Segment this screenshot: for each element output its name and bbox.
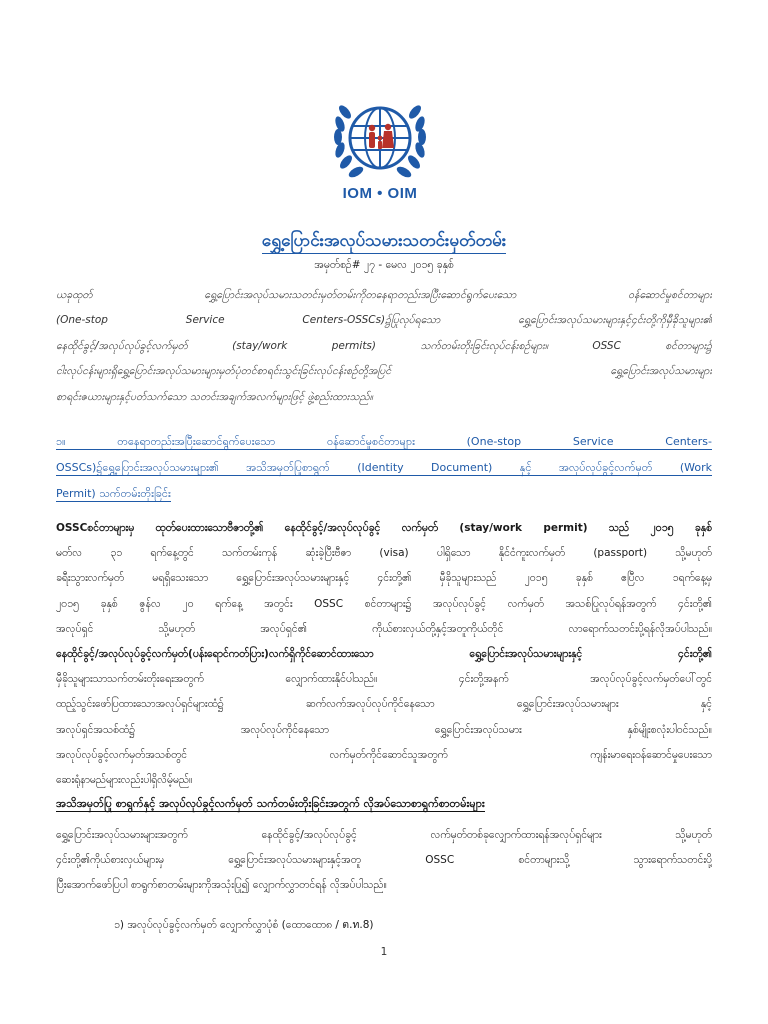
intro-line: (One-stop Service Centers-OSSCs)၌ပြုလုပ်ရသော ရွှေ့ပြောင်းအလုပ်သမားများနှင့်၄င်းတို့ကိုမှီခိုသူများ၏	[56, 314, 712, 327]
req-line: ပြီးအောက်ဖော်ပြပါ စာရွက်စာတမ်းများကိုအသုံးပြု၍ လျှောက်လွှာတင်ရန် လိုအပ်ပါသည်။	[56, 879, 387, 891]
req-line: ၄င်းတို့၏ကိုယ်စားလှယ်များမှ ရွှေ့ပြောင်းအလုပ်သမားများနှင့်အတူ OSSC စင်တာများသို့ သွားရောက်သတင်းပို့	[56, 854, 712, 866]
intro-line: ငါးလုပ်ငန်းများရှိရွှေ့ပြောင်းအလုပ်သမားများမှတ်ပုံတင်စာရင်းသွင်းခြင်းလုပ်ငန်းစဉ်တို့အပြင် ရွှေ့ပြောင်းအလုပ်သမားများ	[56, 365, 712, 378]
heading-line-text: ၁။ တနေရာတည်းအပြီးဆောင်ရွက်ပေးသော ဝန်ဆောင်မှုစင်တာများ (One-stop Service Centers-	[56, 435, 712, 448]
requirements-heading	[56, 797, 716, 813]
body-line: ဆေးရုံနာမည်များလည်းပါရှိလိမ့်မည်။	[56, 774, 193, 787]
section-1-heading	[56, 429, 712, 507]
document-title	[0, 230, 768, 255]
intro-line: နေထိုင်ခွင့်/အလုပ်လုပ်ခွင့်လက်မှတ် (stay/work permits) သက်တမ်းတိုးခြင်းလုပ်ငန်းစဉ်များ။ OSSC စင်တာများ၌	[56, 339, 712, 352]
body-line: ထည့်သွင်းဖော်ပြထားသောအလုပ်ရှင်များထံ၌ ဆက်လက်အလုပ်လုပ်ကိုင်နေသော ရွှေ့ပြောင်းအလုပ်သမားများ နှင့်	[56, 698, 712, 711]
heading-line	[56, 481, 712, 507]
heading-line	[56, 455, 712, 481]
document-title-text: ရွှေ့ပြောင်းအလုပ်သမားသတင်းမှတ်တမ်း	[262, 231, 506, 254]
iom-emblem-icon	[300, 92, 460, 184]
body-line: ခရီးသွားလက်မှတ် မရရှိသေးသော ရွှေ့ပြောင်းအလုပ်သမားများနှင့် ၄င်းတို့၏ မှီခိုသူများသည် ၂၀၁၅ ခုနှစ် ဧပြီလ ၁ရက်နေ့မှ	[56, 572, 712, 585]
requirements-paragraph	[56, 823, 712, 898]
intro-line: ယခုထုတ် ရွှေ့ပြောင်းအလုပ်သမားသတင်းမှတ်တမ်းကိုတနေရာတည်းအပြီးဆောင်ရွက်ပေးသော ဝန်ဆောင်မှုစင်တာများ	[56, 289, 712, 301]
intro-line: စာရင်းဇယားများနှင့်ပတ်သက်သော သတင်းအချက်အလက်များဖြင့် ဖွဲ့စည်းထားသည်။	[56, 390, 373, 403]
heading-line	[56, 429, 712, 455]
heading-line-text: Permit) သက်တမ်းတိုးခြင်း	[56, 487, 171, 500]
body-line: အလုပ်ရှင် သို့မဟုတ် အလုပ်ရှင်၏ ကိုယ်စားလှယ်တို့နှင့်အတူကိုယ်တိုင် လာရောက်သတင်းပို့ရန်လိုအပ်ပါသည်။	[56, 622, 712, 635]
requirement-list-item: ၁) အလုပ်လုပ်ခွင့်လက်မှတ် လျှောက်လွှာပုံစံ (ထောထော၈ / ต.ท.8)	[114, 919, 374, 931]
body-line: အလုပ်ရှင်အသစ်ထံ၌ အလုပ်လုပ်ကိုင်နေသော ရွှေ့ပြောင်းအလုပ်သမား နှစ်မျိုးစလုံးပါဝင်သည်။	[56, 723, 712, 736]
document-subtitle: အမှတ်စဉ်# ၂၇ - မေလ ၂၀၁၅ ခုနှစ်	[314, 259, 454, 271]
body-line: OSSCစင်တာများမှ ထုတ်ပေးထားသောဗီဇာတို့၏ နေထိုင်ခွင့်/အလုပ်လုပ်ခွင့် လက်မှတ် (stay/work permit) သည် ၂၀၁၅ ခုနှစ်	[56, 522, 712, 534]
logo-text: IOM • OIM	[342, 185, 418, 202]
intro-paragraph	[56, 283, 712, 410]
body-line: အလုပ်လုပ်ခွင့်လက်မှတ်အသစ်တွင် လက်မှတ်ကိုင်ဆောင်သူအတွက် ကျန်းမာရေးဝန်ဆောင်မှုပေးသော	[56, 748, 712, 761]
iom-logo	[300, 92, 460, 202]
body-line: နေထိုင်ခွင့်/အလုပ်လုပ်ခွင့်လက်မှတ်(ပန်းရောင်ကတ်ပြား)လက်ရှိကိုင်ဆောင်ထားသော ရွှေ့ပြောင်းအလုပ်သမားများနှင့် ၄င်းတို့၏	[56, 648, 712, 661]
body-line: ၂၀၁၅ ခုနှစ် ဇွန်လ ၂၀ ရက်နေ့ အတွင်း OSSC စင်တာများ၌ အလုပ်လုပ်ခွင့် လက်မှတ် အသစ်ပြုလုပ်ရန်အတွက် ၄င်းတို့၏	[56, 597, 712, 610]
heading-line-text: OSSCs)၌ရွှေ့ပြောင်းအလုပ်သမားများ၏ အသိအမှတ်ပြုစာရွက် (Identity Document) နှင့် အလုပ်လုပ်ခွင့်လက်မှတ် (Work	[56, 461, 712, 474]
body-line: မှီခိုသူများသာသက်တမ်းတိုးရေးအတွက် လျှောက်ထားနိုင်ပါသည်။ ၄င်းတို့အနက် အလုပ်လုပ်ခွင့်လက်မှတ်ပေါ်တွင်	[56, 673, 712, 686]
section-1-body	[56, 516, 712, 793]
page-number: 1	[380, 946, 388, 958]
body-line: မတ်လ ၃၁ ရက်နေ့တွင် သက်တမ်းကုန် ဆုံးခဲ့ပြီးဗီဇာ (visa) ပါရှိသော နိုင်ငံကူးလက်မှတ် (passport) သို့မဟုတ်	[56, 547, 712, 560]
req-line: ရွှေ့ပြောင်းအလုပ်သမားများအတွက် နေထိုင်ခွင့်/အလုပ်လုပ်ခွင့် လက်မှတ်တစ်ခုလျှောက်ထားရန်အလုပ်ရှင်များ သို့မဟုတ်	[56, 829, 712, 841]
requirements-heading-text: အသိအမှတ်ပြု စာရွက်နှင့် အလုပ်လုပ်ခွင့်လက်မှတ် သက်တမ်းတိုးခြင်းအတွက် လိုအပ်သောစာရွက်စာတမ်းများ	[56, 797, 485, 810]
